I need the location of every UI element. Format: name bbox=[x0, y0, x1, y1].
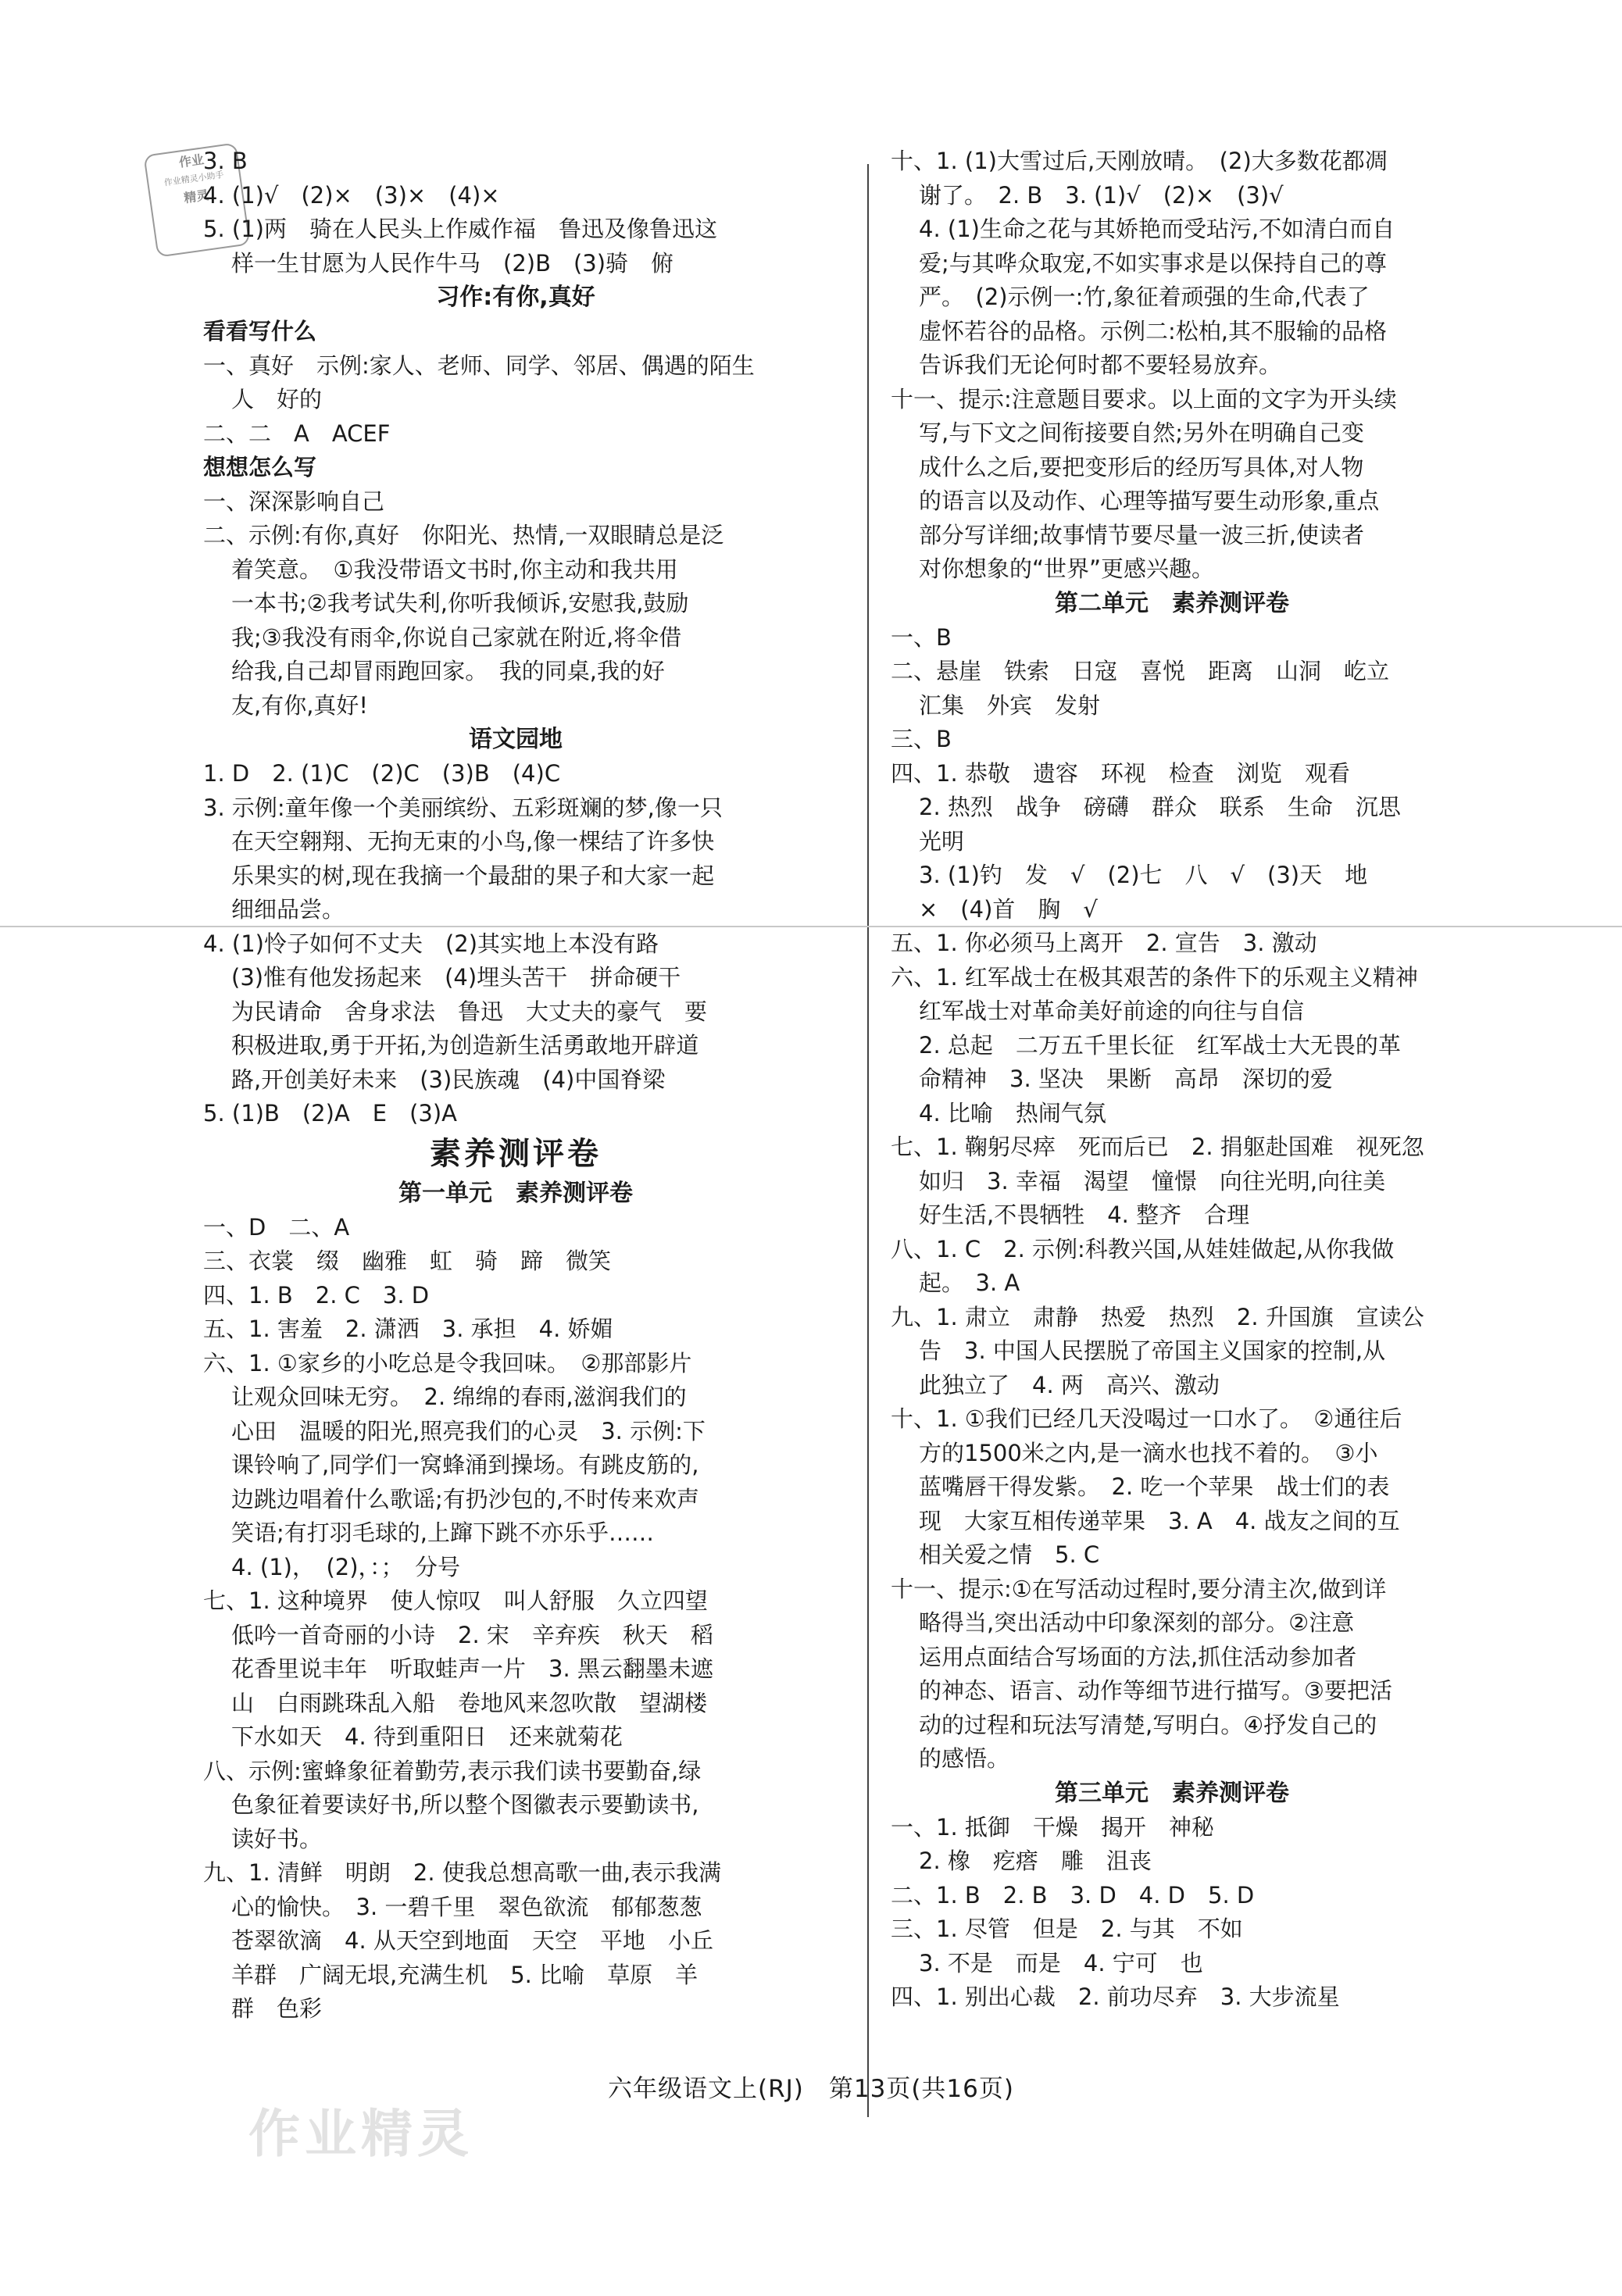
answer-line: 方的1500米之内,是一滴水也找不着的。 ③小 bbox=[919, 1439, 1378, 1466]
section-heading: 第二单元 素养测评卷 bbox=[1055, 589, 1289, 617]
watermark-text: 作业精灵 bbox=[248, 2104, 473, 2164]
answer-line: 2. 总起 二万五千里长征 红军战士大无畏的革 bbox=[919, 1031, 1401, 1059]
answer-line: 五、1. 害羞 2. 潇洒 3. 承担 4. 娇媚 bbox=[203, 1316, 613, 1342]
answer-line: 爱;与其哗众取宠,不如实事求是以保持自己的尊 bbox=[919, 249, 1387, 277]
answer-line: 4. 比喻 热闹气氛 bbox=[919, 1099, 1106, 1127]
answer-line: 一、B bbox=[891, 623, 952, 651]
answer-line: 1. D 2. (1)C (2)C (3)B (4)C bbox=[203, 760, 561, 787]
stamp-top-text: 作业 bbox=[177, 152, 205, 170]
answer-line: 一本书;②我考试失利,你听我倾诉,安慰我,鼓励 bbox=[231, 590, 689, 616]
answer-line: 2. 热烈 战争 磅礴 群众 联系 生命 沉思 bbox=[919, 794, 1401, 820]
answer-line: 4. (1)生命之花与其娇艳而受玷污,不如清白而自 bbox=[919, 216, 1395, 242]
subsection-heading: 想想怎么写 bbox=[203, 454, 317, 480]
section-heading: 第三单元 素养测评卷 bbox=[1055, 1779, 1289, 1807]
answer-line: 读好书。 bbox=[231, 1825, 323, 1852]
stamp-middle-text: 作业精灵小助手 bbox=[163, 169, 225, 188]
answer-line: 积极进取,勇于开拓,为创造新生活勇敢地开辟道 bbox=[231, 1032, 699, 1059]
stamp-bottom-text: 精灵 bbox=[183, 187, 210, 206]
answer-line: 二、示例:有你,真好 你阳光、热情,一双眼睛总是泛 bbox=[203, 522, 724, 548]
answer-line: 下水如天 4. 待到重阳日 还来就菊花 bbox=[231, 1723, 623, 1750]
answer-line: 乐果实的树,现在我摘一个最甜的果子和大家一起 bbox=[231, 862, 715, 889]
answer-line: 写,与下文之间衔接要自然;另外在明确自己变 bbox=[919, 420, 1364, 446]
answer-line: 让观众回味无穷。 2. 绵绵的春雨,滋润我们的 bbox=[231, 1384, 687, 1410]
answer-line: 人 好的 bbox=[231, 386, 323, 412]
answer-line: 一、D 二、A bbox=[203, 1213, 350, 1241]
answer-line: 四、1. B 2. C 3. D bbox=[203, 1281, 430, 1309]
answer-line: 笑语;有打羽毛球的,上蹿下跳不亦乐乎…… bbox=[231, 1519, 654, 1546]
answer-line: 现 大家互相传递苹果 3. A 4. 战友之间的互 bbox=[919, 1507, 1400, 1534]
answer-line: 九、1. 肃立 肃静 热爱 热烈 2. 升国旗 宣读公 bbox=[891, 1303, 1424, 1330]
answer-line: 3. B bbox=[203, 148, 248, 174]
answer-line: 成什么之后,要把变形后的经历写具体,对人物 bbox=[919, 453, 1364, 480]
answer-line: 相关爱之情 5. C bbox=[919, 1541, 1100, 1568]
answer-line: 细细品尝。 bbox=[231, 896, 345, 923]
answer-line: 告诉我们无论何时都不要轻易放弃。 bbox=[919, 352, 1282, 378]
answer-line: × (4)首 胸 √ bbox=[919, 895, 1098, 923]
answer-line: 汇集 外宾 发射 bbox=[919, 691, 1101, 719]
answer-line: 二、悬崖 铁索 日寇 喜悦 距离 山洞 屹立 bbox=[891, 658, 1390, 684]
answer-line: 羊群 广阔无垠,充满生机 5. 比喻 草原 羊 bbox=[231, 1961, 698, 1988]
answer-line: 三、1. 尽管 但是 2. 与其 不如 bbox=[891, 1916, 1243, 1942]
left-column bbox=[203, 145, 828, 2026]
answer-line: 七、1. 鞠躬尽瘁 死而后已 2. 捐躯赴国难 视死忽 bbox=[891, 1134, 1424, 1160]
section-heading: 语文园地 bbox=[469, 726, 563, 753]
answer-line: 告 3. 中国人民摆脱了帝国主义国家的控制,从 bbox=[919, 1337, 1386, 1364]
answer-line: 4. (1)怜子如何不丈夫 (2)其实地上本没有路 bbox=[203, 930, 659, 957]
answer-line: 四、1. 别出心裁 2. 前功尽弃 3. 大步流星 bbox=[891, 1984, 1340, 2010]
answer-line: 一、深深影响自己 bbox=[203, 487, 385, 515]
answer-line: 3. 示例:童年像一个美丽缤纷、五彩斑斓的梦,像一只 bbox=[203, 794, 723, 821]
answer-line: 十、1. (1)大雪过后,天刚放晴。 (2)大多数花都凋 bbox=[891, 148, 1388, 174]
section-heading: 第一单元 素养测评卷 bbox=[398, 1179, 633, 1207]
right-column bbox=[891, 145, 1453, 2015]
answer-line: 5. (1)两 骑在人民头上作威作福 鲁迅及像鲁迅这 bbox=[203, 216, 717, 242]
answer-line: 部分写详细;故事情节要尽量一波三折,使读者 bbox=[919, 521, 1364, 548]
column-divider bbox=[867, 164, 869, 2117]
answer-line: 谢了。 2. B 3. (1)√ (2)× (3)√ bbox=[919, 181, 1284, 209]
answer-line: 路,开创美好未来 (3)民族魂 (4)中国脊梁 bbox=[231, 1066, 666, 1093]
answer-line: 九、1. 清鲜 明朗 2. 使我总想高歌一曲,表示我满 bbox=[203, 1859, 721, 1886]
page-footer: 六年级语文上(RJ) 第13页(共16页) bbox=[608, 2075, 1014, 2103]
answer-line: 十一、提示:注意题目要求。以上面的文字为开头续 bbox=[891, 385, 1397, 412]
answer-line: 的感悟。 bbox=[919, 1745, 1010, 1772]
answer-line: 给我,自己却冒雨跑回家。 我的同桌,我的好 bbox=[231, 658, 665, 684]
answer-line: 蓝嘴唇干得发紫。 2. 吃一个苹果 战士们的表 bbox=[919, 1473, 1390, 1500]
answer-line: 山 白雨跳珠乱入船 卷地风来忽吹散 望湖楼 bbox=[231, 1689, 708, 1716]
answer-line: 心田 温暖的阳光,照亮我们的心灵 3. 示例:下 bbox=[231, 1417, 706, 1444]
answer-line: 色象征着要读好书,所以整个图徽表示要勤读书, bbox=[231, 1791, 699, 1818]
answer-line: 命精神 3. 坚决 果断 高昂 深切的爱 bbox=[919, 1066, 1333, 1092]
answer-line: 的语言以及动作、心理等描写要生动形象,重点 bbox=[919, 487, 1380, 514]
answer-line: 六、1. 红军战士在极其艰苦的条件下的乐观主义精神 bbox=[891, 963, 1418, 991]
answer-line: 十、1. ①我们已经几天没喝过一口水了。 ②通往后 bbox=[891, 1405, 1402, 1432]
section-heading: 习作:有你,真好 bbox=[436, 284, 595, 311]
answer-line: 对你想象的“世界”更感兴趣。 bbox=[919, 555, 1215, 582]
answer-line: 七、1. 这种境界 使人惊叹 叫人舒服 久立四望 bbox=[203, 1587, 708, 1614]
answer-line: 一、1. 抵御 干燥 揭开 神秘 bbox=[891, 1813, 1214, 1841]
part-title: 素养测评卷 bbox=[430, 1135, 602, 1172]
answer-line: 4. (1)， (2)，：； 分号 bbox=[231, 1553, 461, 1580]
answer-line: 红军战士对革命美好前途的向往与自信 bbox=[919, 998, 1305, 1024]
answer-line: 边跳边唱着什么歌谣;有扔沙包的,不时传来欢声 bbox=[231, 1485, 699, 1512]
answer-line: (3)惟有他发扬起来 (4)埋头苦干 拼命硬干 bbox=[231, 964, 681, 991]
answer-line: 动的过程和玩法写清楚,写明白。④抒发自己的 bbox=[919, 1711, 1377, 1738]
answer-line: 课铃响了,同学们一窝蜂涌到操场。有跳皮筋的, bbox=[231, 1452, 699, 1478]
answer-line: 如归 3. 幸福 渴望 憧憬 向往光明,向往美 bbox=[919, 1167, 1386, 1194]
answer-line: 的神态、语言、动作等细节进行描写。③要把活 bbox=[919, 1677, 1392, 1704]
answer-line: 3. 不是 而是 4. 宁可 也 bbox=[919, 1949, 1203, 1976]
answer-line: 严。 (2)示例一:竹,象征着顽强的生命,代表了 bbox=[919, 284, 1370, 310]
answer-line: 二、1. B 2. B 3. D 4. D 5. D bbox=[891, 1881, 1255, 1909]
answer-line: 运用点面结合写场面的方法,抓住活动参加者 bbox=[919, 1643, 1357, 1670]
answer-line: 花香里说丰年 听取蛙声一片 3. 黑云翻墨未遮 bbox=[231, 1655, 713, 1682]
answer-line: 五、1. 你必须马上离开 2. 宣告 3. 激动 bbox=[891, 930, 1317, 956]
answer-line: 四、1. 恭敬 遗容 环视 检查 浏览 观看 bbox=[891, 759, 1350, 787]
subsection-heading: 看看写什么 bbox=[203, 318, 317, 345]
answer-line: 样一生甘愿为人民作牛马 (2)B (3)骑 俯 bbox=[231, 249, 674, 277]
answer-line: 4. (1)√ (2)× (3)× (4)× bbox=[203, 181, 500, 209]
answer-line: 一、真好 示例:家人、老师、同学、邻居、偶遇的陌生 bbox=[203, 352, 755, 379]
answer-line: 群 色彩 bbox=[231, 1995, 323, 2022]
answer-line: 3. (1)钓 发 √ (2)七 八 √ (3)天 地 bbox=[919, 862, 1368, 888]
answer-line: 苍翠欲滴 4. 从天空到地面 天空 平地 小丘 bbox=[231, 1927, 713, 1954]
answer-line: 二、二 A ACEF bbox=[203, 420, 391, 447]
answer-line: 心的愉快。 3. 一碧千里 翠色欲流 郁郁葱葱 bbox=[231, 1893, 702, 1920]
answer-line: 八、1. C 2. 示例:科教兴国,从娃娃做起,从你我做 bbox=[891, 1235, 1395, 1262]
answer-line: 好生活,不畏牺牲 4. 整齐 合理 bbox=[919, 1202, 1250, 1228]
answer-line: 2. 橡 疙瘩 雕 沮丧 bbox=[919, 1848, 1152, 1874]
answer-line: 在天空翱翔、无拘无束的小鸟,像一棵结了许多快 bbox=[231, 828, 715, 855]
answer-line: 三、B bbox=[891, 726, 952, 752]
answer-line: 十一、提示:①在写活动过程时,要分清主次,做到详 bbox=[891, 1575, 1387, 1602]
answer-line: 此独立了 4. 两 高兴、激动 bbox=[919, 1371, 1220, 1398]
answer-line: 起。 3. A bbox=[919, 1269, 1020, 1296]
answer-line: 八、示例:蜜蜂象征着勤劳,表示我们读书要勤奋,绿 bbox=[203, 1757, 702, 1784]
answer-line: 低吟一首奇丽的小诗 2. 宋 辛弃疾 秋天 稻 bbox=[231, 1621, 713, 1648]
answer-line: 虚怀若谷的品格。示例二:松柏,其不服输的品格 bbox=[919, 317, 1387, 345]
answer-line: 友,有你,真好! bbox=[231, 691, 369, 719]
answer-line: 光明 bbox=[919, 827, 965, 855]
answer-line: 着笑意。 ①我没带语文书时,你主动和我共用 bbox=[231, 555, 678, 583]
answer-line: 我;③我没有雨伞,你说自己家就在附近,将伞借 bbox=[231, 623, 682, 651]
answer-line: 5. (1)B (2)A E (3)A bbox=[203, 1100, 458, 1127]
answer-line: 略得当,突出活动中印象深刻的部分。②注意 bbox=[919, 1609, 1355, 1636]
answer-line: 六、1. ①家乡的小吃总是令我回味。 ②那部影片 bbox=[203, 1349, 692, 1377]
answer-line: 三、衣裳 缀 幽雅 虹 骑 蹄 微笑 bbox=[203, 1248, 612, 1274]
answer-line: 为民请命 舍身求法 鲁迅 大丈夫的豪气 要 bbox=[231, 998, 708, 1025]
